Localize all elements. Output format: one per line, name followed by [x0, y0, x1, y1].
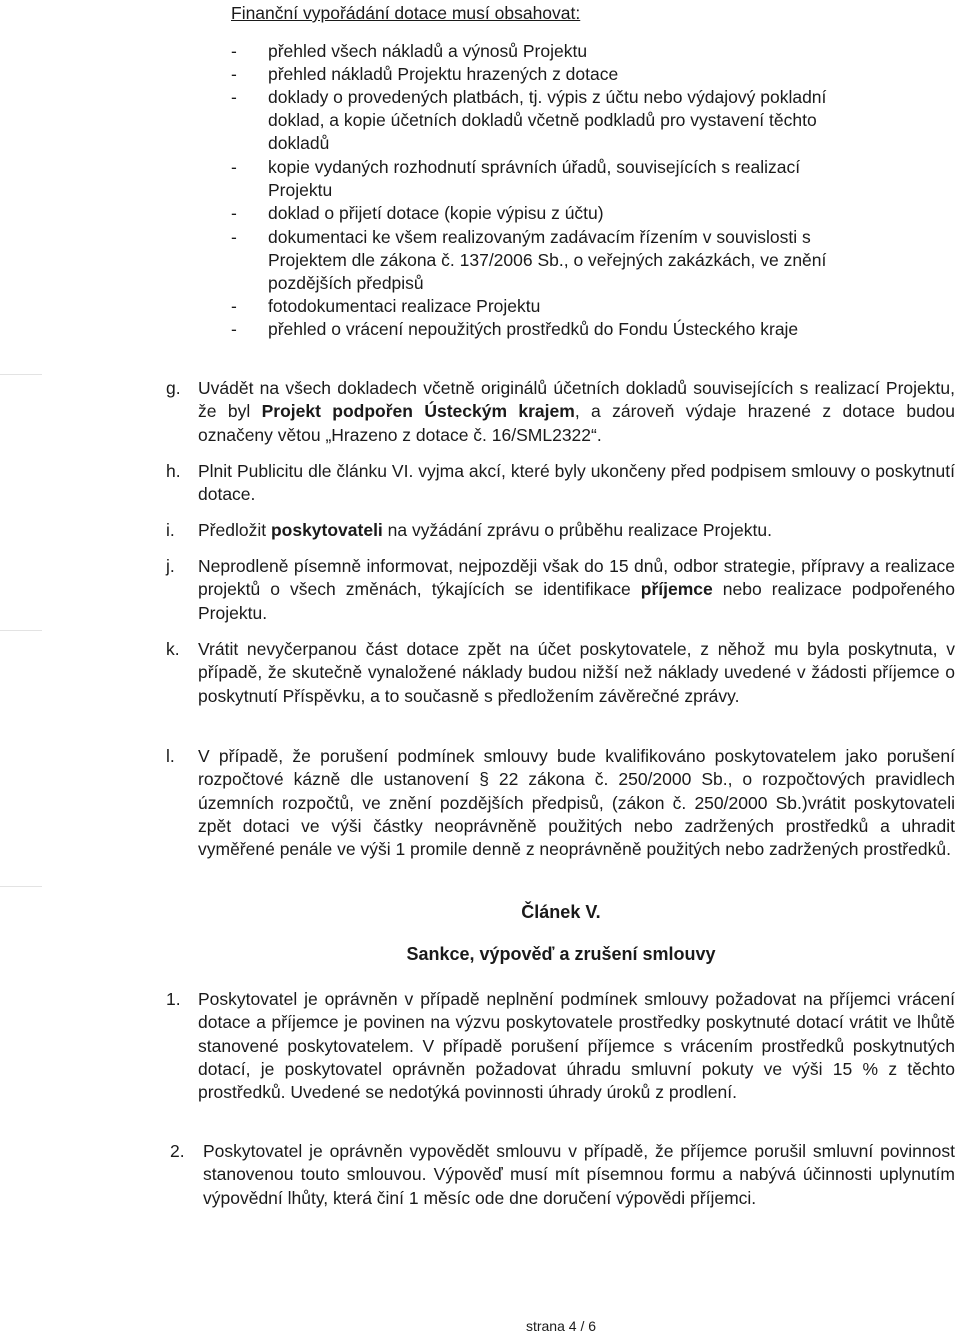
bullet-item-continued: Projektu [268, 180, 333, 200]
bullet-item-continued: Projektem dle zákona č. 137/2006 Sb., o veřejných zakázkách, ve znění [268, 250, 827, 270]
article-subtitle: Sankce, výpověď a zrušení smlouvy [406, 944, 716, 964]
bullet-item: dokumentaci ke všem realizovaným zadávacím řízením v souvislosti s [268, 227, 811, 247]
bullet-item: kopie vydaných rozhodnutí správních úřadů, souvisejících s realizací [268, 157, 801, 177]
bullet-item: přehled o vrácení nepoužitých prostředků do Fondu Ústeckého kraje [268, 319, 799, 339]
bullet-item: doklady o provedených platbách, tj. výpis z účtu nebo výdajový pokladní [268, 87, 827, 107]
section-heading: Finanční vypořádání dotace musí obsahovat: [231, 3, 581, 23]
item-letter: h. [166, 461, 181, 481]
clause-1-text: Poskytovatel je oprávněn v případě neplnění podmínek smlouvy požadovat na příjemci vrácení dotace a příjemce je povinen na výzvu poskytovatele prostředky poskytnuté dotací vrátit ve lhůtě stanovené poskytovatelem. V případě porušení příjemce s vrácením prostředků poskytnutých dotací, je poskytovatel oprávněn požadovat úhradu smluvní pokuty ve výši 15 % z těchto prostředků. Uvedené se nedotýká povinnosti úhrady úroků z prodlení. [198, 989, 955, 1103]
page-edge-mark [0, 630, 42, 631]
bullet-item: přehled všech nákladů a výnosů Projektu [268, 41, 588, 61]
bullet-marker: - [231, 41, 237, 61]
bullet-item: přehled nákladů Projektu hrazených z dotace [268, 64, 619, 84]
bullet-marker: - [231, 227, 237, 247]
item-letter: l. [166, 746, 175, 766]
bullet-marker: - [231, 319, 237, 339]
page-edge-mark [0, 374, 42, 375]
page-number: strana 4 / 6 [525, 1318, 597, 1334]
clause-number: 2. [170, 1141, 185, 1161]
item-letter: k. [166, 639, 180, 659]
clause-number: 1. [166, 989, 181, 1009]
item-letter: j. [166, 556, 175, 576]
bullet-marker: - [231, 87, 237, 107]
bullet-marker: - [231, 64, 237, 84]
bullet-marker: - [231, 203, 237, 223]
page-edge-mark [0, 886, 42, 887]
item-letter: i. [166, 520, 175, 540]
bullet-item: fotodokumentaci realizace Projektu [268, 296, 541, 316]
bullet-marker: - [231, 296, 237, 316]
clause-2-text: Poskytovatel je oprávněn vypovědět smlouvu v případě, že příjemce porušil smluvní povinnost stanovenou touto smlouvou. Výpověď musí mít písemnou formu a nabývá účinnosti uplynutím výpovědní lhůty, která činí 1 měsíc ode dne doručení výpovědi příjemci. [203, 1141, 955, 1208]
item-l-text: V případě, že porušení podmínek smlouvy bude kvalifikováno poskytovatelem jako porušení rozpočtové kázně dle ustanovení § 22 zákona č. 250/2000 Sb., o rozpočtových pravidlech územních rozpočtů, ve znění pozdějších předpisů, (zákon č. 250/2000 Sb.)vrátit poskytovateli zpět dotaci ve výši částky neoprávněně použitých nebo zadržených prostředků a uhradit vyměřené penále ve výši 1 promile denně z neoprávněně použitých nebo zadržených prostředků. [198, 746, 955, 860]
item-letter: g. [166, 378, 181, 398]
item-k-text: Vrátit nevyčerpanou část dotace zpět na účet poskytovatele, z něhož mu byla poskytnuta, v případě, že skutečně vynaložené náklady budou nižší než náklady uvedené v žádosti příjemce o poskytnutí Příspěvku, a to současně s předložením závěrečné zprávy. [198, 639, 955, 706]
item-g-text: Uvádět na všech dokladech včetně originálů účetních dokladů souvisejících s realizací Projektu, že byl Projekt podpořen Ústeckým krajem, a zároveň výdaje hrazené z dotace budou označeny větou „Hrazeno z dotace č. 16/SML2322“. [198, 378, 956, 445]
article-title: Článek V. [521, 902, 601, 922]
bullet-item-continued: doklad, a kopie účetních dokladů včetně podkladů pro vystavení těchto [268, 110, 817, 130]
item-h-text: Plnit Publicitu dle článku VI. vyjma akcí, které byly ukončeny před podpisem smlouvy o poskytnutí dotace. [198, 461, 955, 505]
bullet-item: doklad o přijetí dotace (kopie výpisu z účtu) [268, 203, 604, 223]
item-j-text: Neprodleně písemně informovat, nejpozději však do 15 dnů, odbor strategie, přípravy a realizace projektů o všech změnách, týkajících se identifikace příjemce nebo realizace podpořeného Projektu. [198, 556, 955, 623]
item-i-text: Předložit poskytovateli na vyžádání zprávu o průběhu realizace Projektu. [198, 520, 772, 540]
bullet-item-continued: pozdějších předpisů [268, 273, 424, 293]
bullet-marker: - [231, 157, 237, 177]
bullet-item-continued: dokladů [268, 133, 330, 153]
